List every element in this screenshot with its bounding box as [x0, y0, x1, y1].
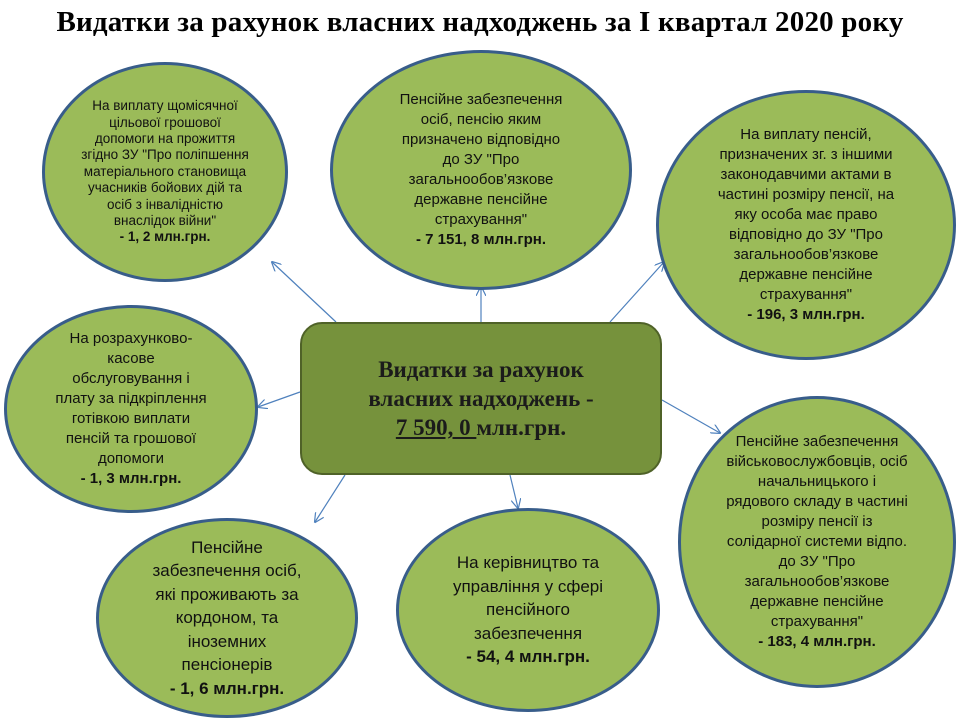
node-cash-service — [4, 305, 258, 513]
node-combat-text: На виплату щомісячної цільової грошової допомоги на прожиття згідно ЗУ "Про поліпшення матеріального становища учасників бойових дій та осіб з інвалідністю внаслідок війни" — [81, 98, 249, 229]
node-pension-law-amount: - 7 151, 8 млн.грн. — [415, 231, 547, 248]
central-total-unit: млн.грн. — [476, 415, 567, 440]
node-pension-law — [330, 50, 632, 290]
node-other-acts-text: На виплату пенсій, призначених зг. з іншими законодавчими актами в частині розміру пенсії, на яку особа має право відповідно до ЗУ "Про загальнообов’язкове державне пенсійне страхування" — [717, 126, 895, 303]
node-combat — [42, 62, 288, 282]
arrow-to-management — [510, 475, 518, 508]
node-military — [678, 396, 956, 688]
arrow-to-other-acts — [610, 262, 664, 322]
node-management-text: На керівництво та управління у сфері пенсійного забезпечення — [452, 553, 604, 643]
central-total-amount: 7 590, 0 — [395, 415, 477, 440]
node-abroad — [96, 518, 358, 718]
node-abroad-amount: - 1, 6 млн.грн. — [169, 678, 285, 698]
central-title-line2: власних надходжень - — [368, 386, 594, 411]
arrow-to-military — [662, 400, 720, 433]
arrow-to-abroad — [315, 475, 345, 522]
central-total-line — [396, 413, 566, 442]
page-title: Видатки за рахунок власних надходжень за І квартал 2020 року — [56, 6, 904, 38]
node-pension-law-text: Пенсійне забезпечення осіб, пенсію яким призначено відповідно до ЗУ "Про загальнообов’язкове державне пенсійне страхування" — [399, 91, 563, 228]
node-military-text: Пенсійне забезпечення військовослужбовців, осіб начальницького і рядового складу в частині розміру пенсії із солідарної системи відпо. до ЗУ "Про загальнообов’язкове державне пенсійне страхування" — [726, 433, 908, 630]
node-abroad-text: Пенсійне забезпечення осіб, які проживають за кордоном, та іноземних пенсіонерів — [152, 537, 302, 675]
node-combat-amount: - 1, 2 млн.грн. — [119, 229, 211, 245]
arrow-to-combat — [272, 262, 336, 322]
node-other-acts-amount: - 196, 3 млн.грн. — [747, 306, 865, 323]
node-military-amount: - 183, 4 млн.грн. — [758, 633, 876, 650]
node-cash-service-text: На розрахунково- касове обслуговування і плату за підкріплення готівкою виплати пенсій та грошової допомоги — [55, 330, 207, 467]
central-title-line1: Видатки за рахунок — [378, 357, 584, 382]
central-total-box — [300, 322, 662, 475]
arrow-to-cash-service — [258, 392, 300, 407]
node-management — [396, 508, 660, 712]
node-cash-service-amount: - 1, 3 млн.грн. — [80, 470, 182, 487]
node-management-amount: - 54, 4 млн.грн. — [466, 647, 590, 667]
node-other-acts — [656, 90, 956, 360]
